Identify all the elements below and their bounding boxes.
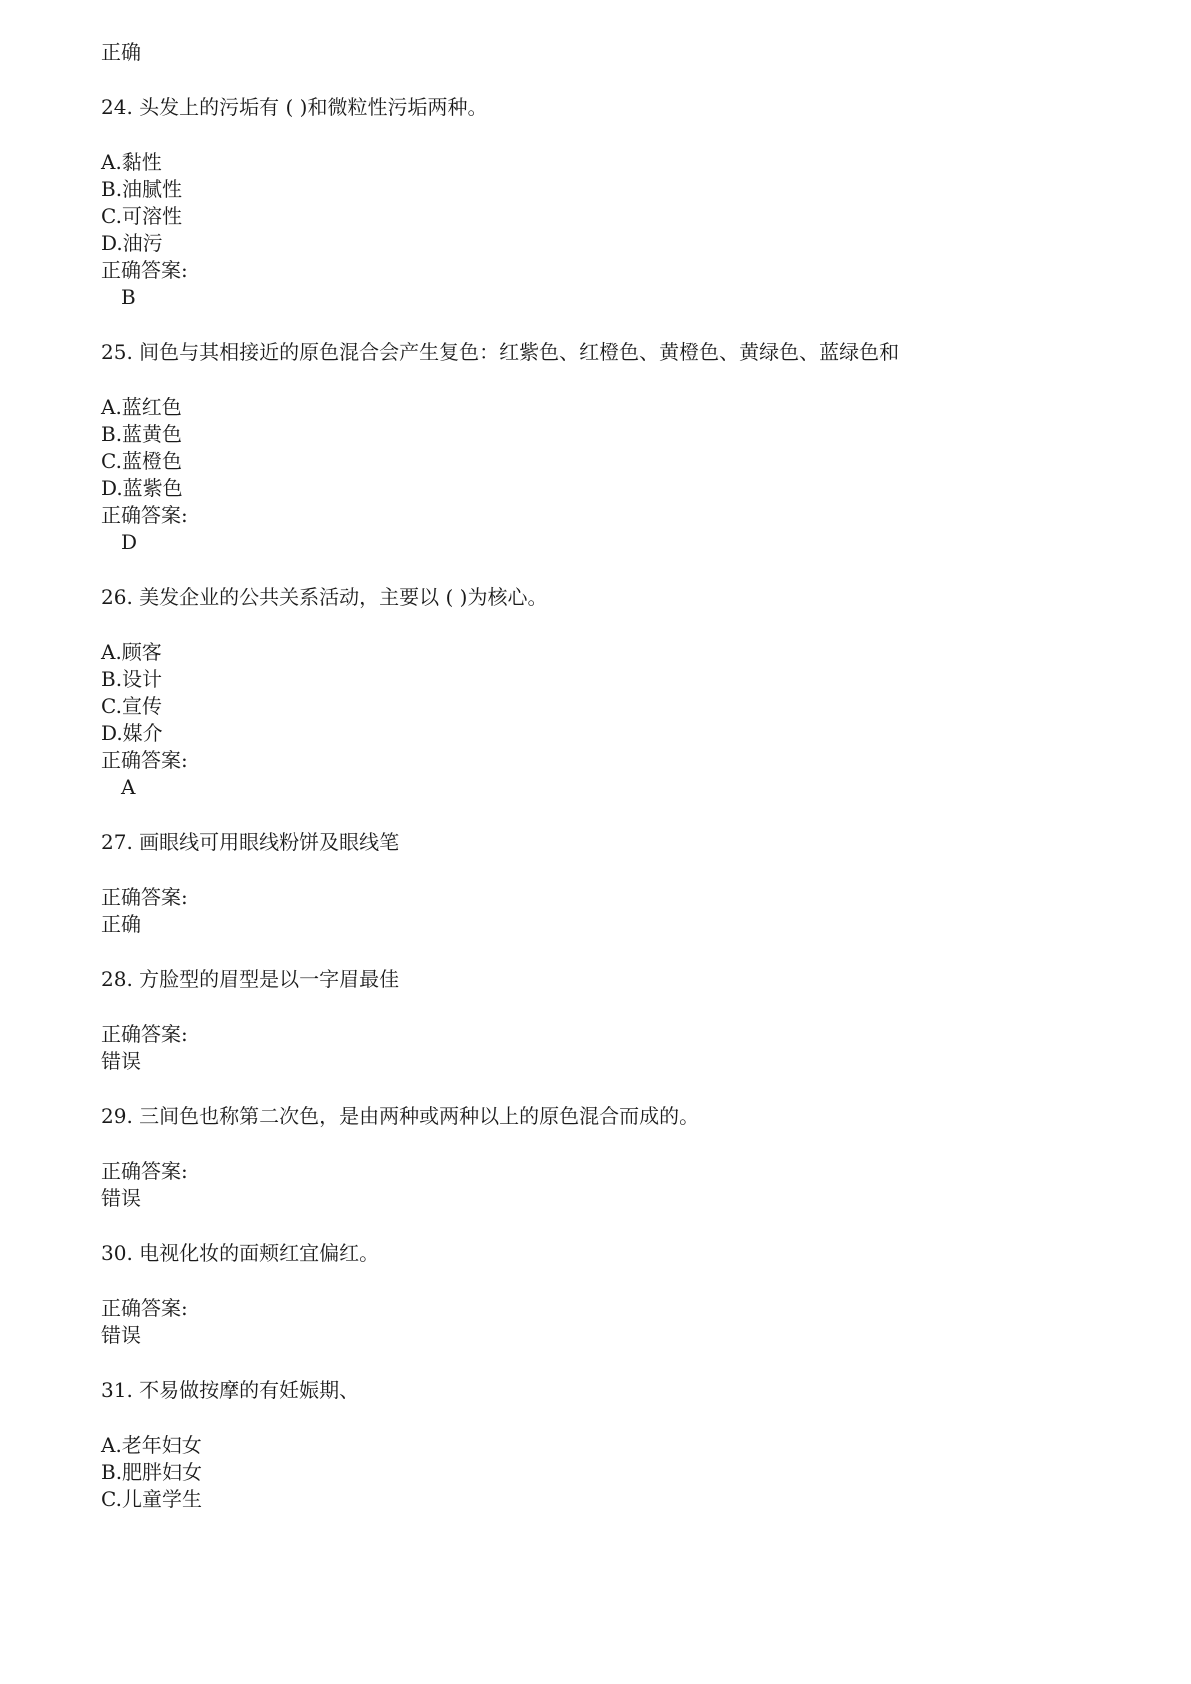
question-28-text: 28. 方脸型的眉型是以一字眉最佳 bbox=[101, 967, 400, 991]
question-26-text: 26. 美发企业的公共关系活动，主要以 ( )为核心。 bbox=[101, 585, 548, 609]
question-31-text: 31. 不易做按摩的有妊娠期、 bbox=[101, 1378, 360, 1402]
question-25-option-d: D.蓝紫色 bbox=[101, 476, 183, 500]
question-30-answer-value: 错误 bbox=[101, 1323, 141, 1347]
question-30-answer-label: 正确答案: bbox=[101, 1296, 188, 1320]
question-24-answer-value: B bbox=[121, 285, 136, 309]
question-26-answer-value: A bbox=[121, 775, 136, 799]
question-30-text: 30. 电视化妆的面颊红宜偏红。 bbox=[101, 1241, 380, 1265]
question-25-text: 25. 间色与其相接近的原色混合会产生复色：红紫色、红橙色、黄橙色、黄绿色、蓝绿色和 bbox=[101, 340, 900, 364]
question-24-option-a: A.黏性 bbox=[101, 150, 162, 174]
question-31-option-c: C.儿童学生 bbox=[101, 1487, 202, 1511]
question-28-answer-label: 正确答案: bbox=[101, 1022, 188, 1046]
question-27-answer-label: 正确答案: bbox=[101, 885, 188, 909]
question-25-answer-label: 正确答案: bbox=[101, 503, 188, 527]
question-31-option-a: A.老年妇女 bbox=[101, 1433, 202, 1457]
question-26-option-d: D.媒介 bbox=[101, 721, 163, 745]
question-29-text: 29. 三间色也称第二次色，是由两种或两种以上的原色混合而成的。 bbox=[101, 1104, 700, 1128]
question-27-answer-value: 正确 bbox=[101, 912, 141, 936]
question-26-option-a: A.顾客 bbox=[101, 640, 162, 664]
question-29-answer-label: 正确答案: bbox=[101, 1159, 188, 1183]
question-24-answer-label: 正确答案: bbox=[101, 258, 188, 282]
question-29-answer-value: 错误 bbox=[101, 1186, 141, 1210]
question-25-option-a: A.蓝红色 bbox=[101, 395, 182, 419]
question-24-option-d: D.油污 bbox=[101, 231, 163, 255]
question-28-answer-value: 错误 bbox=[101, 1049, 141, 1073]
question-24-text: 24. 头发上的污垢有 ( )和微粒性污垢两种。 bbox=[101, 95, 488, 119]
question-26-option-c: C.宣传 bbox=[101, 694, 162, 718]
question-25-answer-value: D bbox=[121, 530, 138, 554]
question-26-answer-label: 正确答案: bbox=[101, 748, 188, 772]
question-25-option-b: B.蓝黄色 bbox=[101, 422, 183, 446]
question-24-option-b: B.油腻性 bbox=[101, 177, 183, 201]
question-26-option-b: B.设计 bbox=[101, 667, 163, 691]
question-24-option-c: C.可溶性 bbox=[101, 204, 182, 228]
prev-answer-value: 正确 bbox=[101, 40, 141, 64]
question-31-option-b: B.肥胖妇女 bbox=[101, 1460, 203, 1484]
question-27-text: 27. 画眼线可用眼线粉饼及眼线笔 bbox=[101, 830, 400, 854]
question-25-option-c: C.蓝橙色 bbox=[101, 449, 182, 473]
